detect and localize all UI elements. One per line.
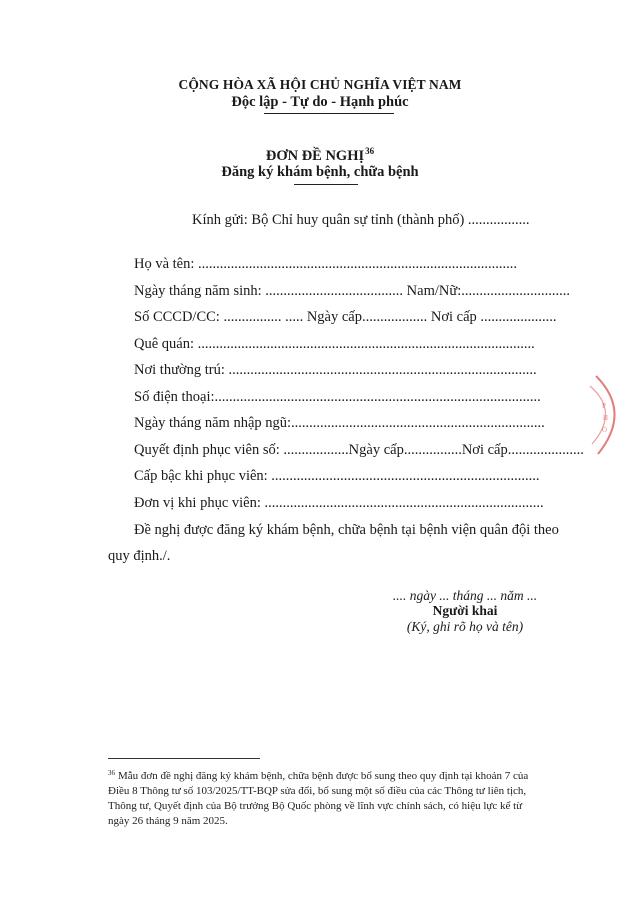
svg-text:H: H [603, 414, 609, 422]
footnote-marker: 36 [108, 769, 115, 777]
field-birth-date-gender: Ngày tháng năm sinh: ...................................... Nam/Nữ:.............................. [134, 283, 570, 299]
field-hometown: Quê quán: ............................................................................................. [134, 336, 535, 352]
national-title: CỘNG HÒA XÃ HỘI CHỦ NGHĨA VIỆT NAM [178, 77, 462, 92]
field-rank: Cấp bậc khi phục viên: .......................................................................... [134, 468, 540, 484]
request-paragraph-line-1: Đề nghị được đăng ký khám bệnh, chữa bệnh tại bệnh viện quân đội theo [134, 522, 559, 538]
footnote [108, 766, 538, 829]
form-subtitle: Đăng ký khám bệnh, chữa bệnh [221, 164, 419, 180]
red-stamp-fragment [586, 372, 636, 458]
recipient-line: Kính gửi: Bộ Chỉ huy quân sự tỉnh (thành phố) ................. [192, 212, 530, 228]
field-phone: Số điện thoại:.......................................................................................... [134, 389, 541, 405]
svg-text:P: P [602, 402, 606, 410]
footnote-separator [108, 758, 260, 759]
field-unit: Đơn vị khi phục viên: ............................................................................. [134, 495, 544, 511]
signature-note: (Ký, ghi rõ họ và tên) [406, 619, 524, 634]
field-enlistment-date: Ngày tháng năm nhập ngũ:...................................................................... [134, 415, 545, 431]
svg-text:Ò: Ò [602, 426, 608, 434]
field-id-card: Số CCCD/CC: ................ ..... Ngày cấp.................. Nơi cấp ..................... [134, 309, 557, 325]
signature-date: .... ngày ... tháng ... năm ... [392, 588, 538, 603]
motto-underline [264, 113, 394, 114]
form-title-text: ĐƠN ĐỀ NGHỊ [265, 148, 365, 164]
request-paragraph-line-2: quy định./. [108, 548, 171, 564]
footnote-reference: 36 [365, 146, 375, 156]
subtitle-underline [294, 184, 358, 185]
signature-role: Người khai [432, 603, 498, 618]
field-permanent-address: Nơi thường trú: ..................................................................................... [134, 362, 537, 378]
footnote-text: Mẫu đơn đề nghị đăng ký khám bệnh, chữa bệnh được bổ sung theo quy định tại khoản 7 của Điều 8 Thông tư số 103/2025/TT-BQP sửa đổi, bổ sung một số điều của các Thông tư liên tịch, Thông tư, Quyết định của Bộ trưởng Bộ Quốc phòng về lĩnh vực chính sách, có hiệu lực kể từ ngày 26 tháng 9 năm 2025. [108, 770, 529, 827]
form-title [0, 146, 640, 165]
national-motto: Độc lập - Tự do - Hạnh phúc [231, 94, 409, 110]
field-demobilization-decision: Quyết định phục viên số: ..................Ngày cấp................Nơi cấp..................... [134, 442, 584, 458]
field-full-name: Họ và tên: ........................................................................................ [134, 256, 518, 272]
